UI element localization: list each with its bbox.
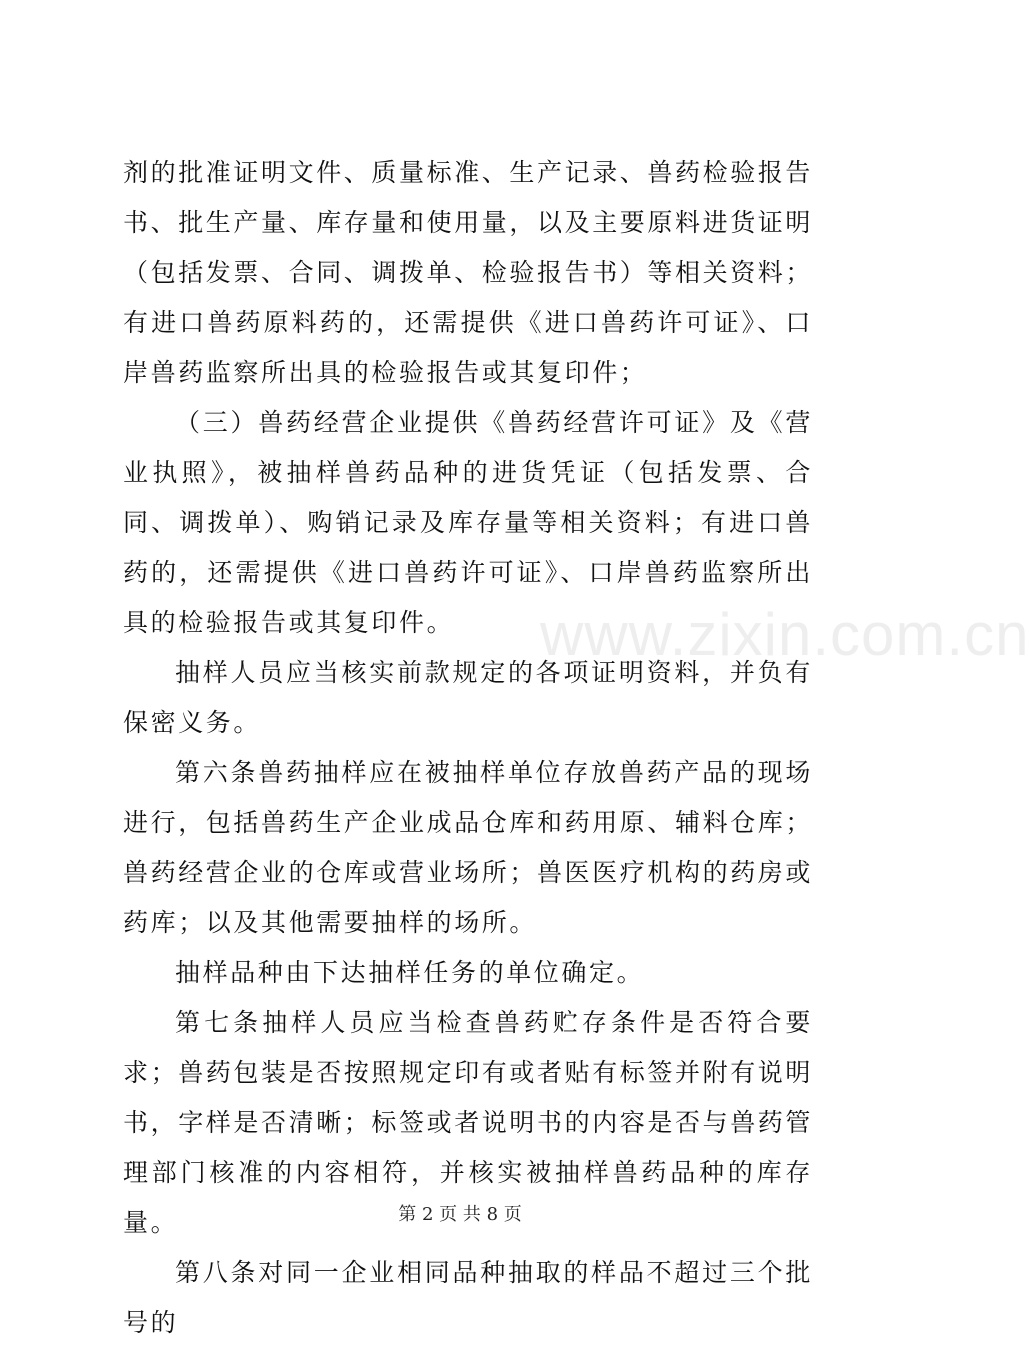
watermark: www.zixin.com.cn [540, 601, 1029, 668]
paragraph: 抽样品种由下达抽样任务的单位确定。 [175, 958, 645, 987]
paragraph: 抽样人员应当核实前款规定的各项证明资料，并负有保密义务。 [123, 658, 813, 737]
page-number-footer: 第 2 页 共 8 页 [398, 1204, 522, 1225]
paragraph: 第八条对同一企业相同品种抽取的样品不超过三个批号的 [123, 1258, 813, 1337]
paragraph: 第七条抽样人员应当检查兽药贮存条件是否符合要求；兽药包装是否按照规定印有或者贴有标签并附有说明书，字样是否清晰；标签或者说明书的内容是否与兽药管理部门核准的内容相符，并核实被抽样兽药品种的库存量。 [123, 1008, 814, 1237]
document-body [123, 148, 813, 1348]
paragraph: （三）兽药经营企业提供《兽药经营许可证》及《营业执照》，被抽样兽药品种的进货凭证（包括发票、合同、调拨单）、购销记录及库存量等相关资料；有进口兽药的，还需提供《进口兽药许可证》、口岸兽药监察所出具的检验报告或其复印件。 [123, 408, 813, 637]
paragraph: 第六条兽药抽样应在被抽样单位存放兽药产品的现场进行，包括兽药生产企业成品仓库和药用原、辅料仓库；兽药经营企业的仓库或营业场所；兽医医疗机构的药房或药库；以及其他需要抽样的场所。 [123, 758, 814, 937]
paragraph: 剂的批准证明文件、质量标准、生产记录、兽药检验报告书、批生产量、库存量和使用量，以及主要原料进货证明（包括发票、合同、调拨单、检验报告书）等相关资料；有进口兽药原料药的，还需提供《进口兽药许可证》、口岸兽药监察所出具的检验报告或其复印件； [123, 158, 814, 387]
